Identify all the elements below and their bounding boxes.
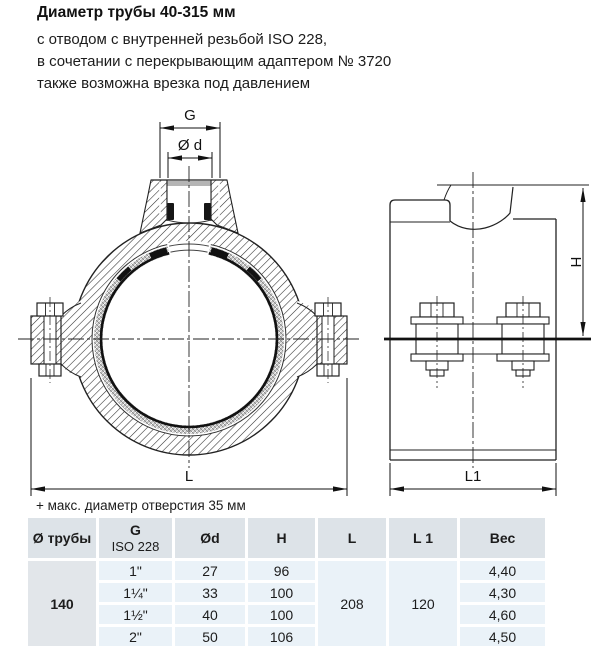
label-L: L [184,468,194,485]
label-Od: Ø d [177,137,203,154]
g-cell: 1" [99,561,172,580]
side-view [384,172,591,496]
col-header-l1: L 1 [389,518,457,558]
h-cell: 100 [248,605,315,624]
col-header-g [99,518,172,558]
subtitle-line-1: с отводом с внутренней резьбой ISO 228, [37,31,328,48]
col-header-h: H [248,518,315,558]
footnote: + макс. диаметр отверстия 35 мм [36,498,246,513]
subtitle-line-3: также возможна врезка под давлением [37,75,311,92]
od-cell: 50 [175,627,245,646]
col-header-l: L [318,518,386,558]
od-cell: 40 [175,605,245,624]
h-cell: 96 [248,561,315,580]
col-header-pipe: Ø трубы [28,518,96,558]
right-flange [297,297,347,383]
weight-cell: 4,60 [460,605,545,624]
page-header [37,4,577,95]
table-header-row [28,518,545,558]
weight-cell: 4,50 [460,627,545,646]
g-cell: 2" [99,627,172,646]
col-header-g-symbol: G [130,522,141,538]
label-H: H [567,256,584,268]
table-row [28,605,545,624]
l-cell: 208 [318,561,386,646]
l1-cell: 120 [389,561,457,646]
subtitle-line-2: в сочетании с перекрывающим адаптером № 3720 [37,53,392,70]
table-row [28,583,545,602]
label-L1: L1 [464,468,482,485]
side-bolt-right [497,296,549,388]
table-row [28,561,545,580]
table-row [28,627,545,646]
side-bolt-left [411,296,463,388]
technical-drawing [0,100,612,497]
g-cell: 1¼" [99,583,172,602]
page-subtitle [37,29,577,95]
od-cell: 33 [175,583,245,602]
col-header-g-standard: ISO 228 [111,539,160,554]
weight-cell: 4,40 [460,561,545,580]
g-cell: 1½" [99,605,172,624]
label-G: G [184,107,196,124]
saddle-curve [450,187,513,229]
seal-ring-right [204,203,211,220]
h-cell: 100 [248,583,315,602]
dimension-Od [168,152,212,178]
dimension-table [25,515,548,649]
weight-cell: 4,30 [460,583,545,602]
col-header-od: Ød [175,518,245,558]
od-cell: 27 [175,561,245,580]
seal-ring-left [167,203,174,220]
left-flange [31,297,81,383]
h-cell: 106 [248,627,315,646]
page-title: Диаметр трубы 40-315 мм [37,4,236,21]
col-header-weight: Вес [460,518,545,558]
pipe-diameter-cell: 140 [28,561,96,646]
front-view [18,107,360,496]
